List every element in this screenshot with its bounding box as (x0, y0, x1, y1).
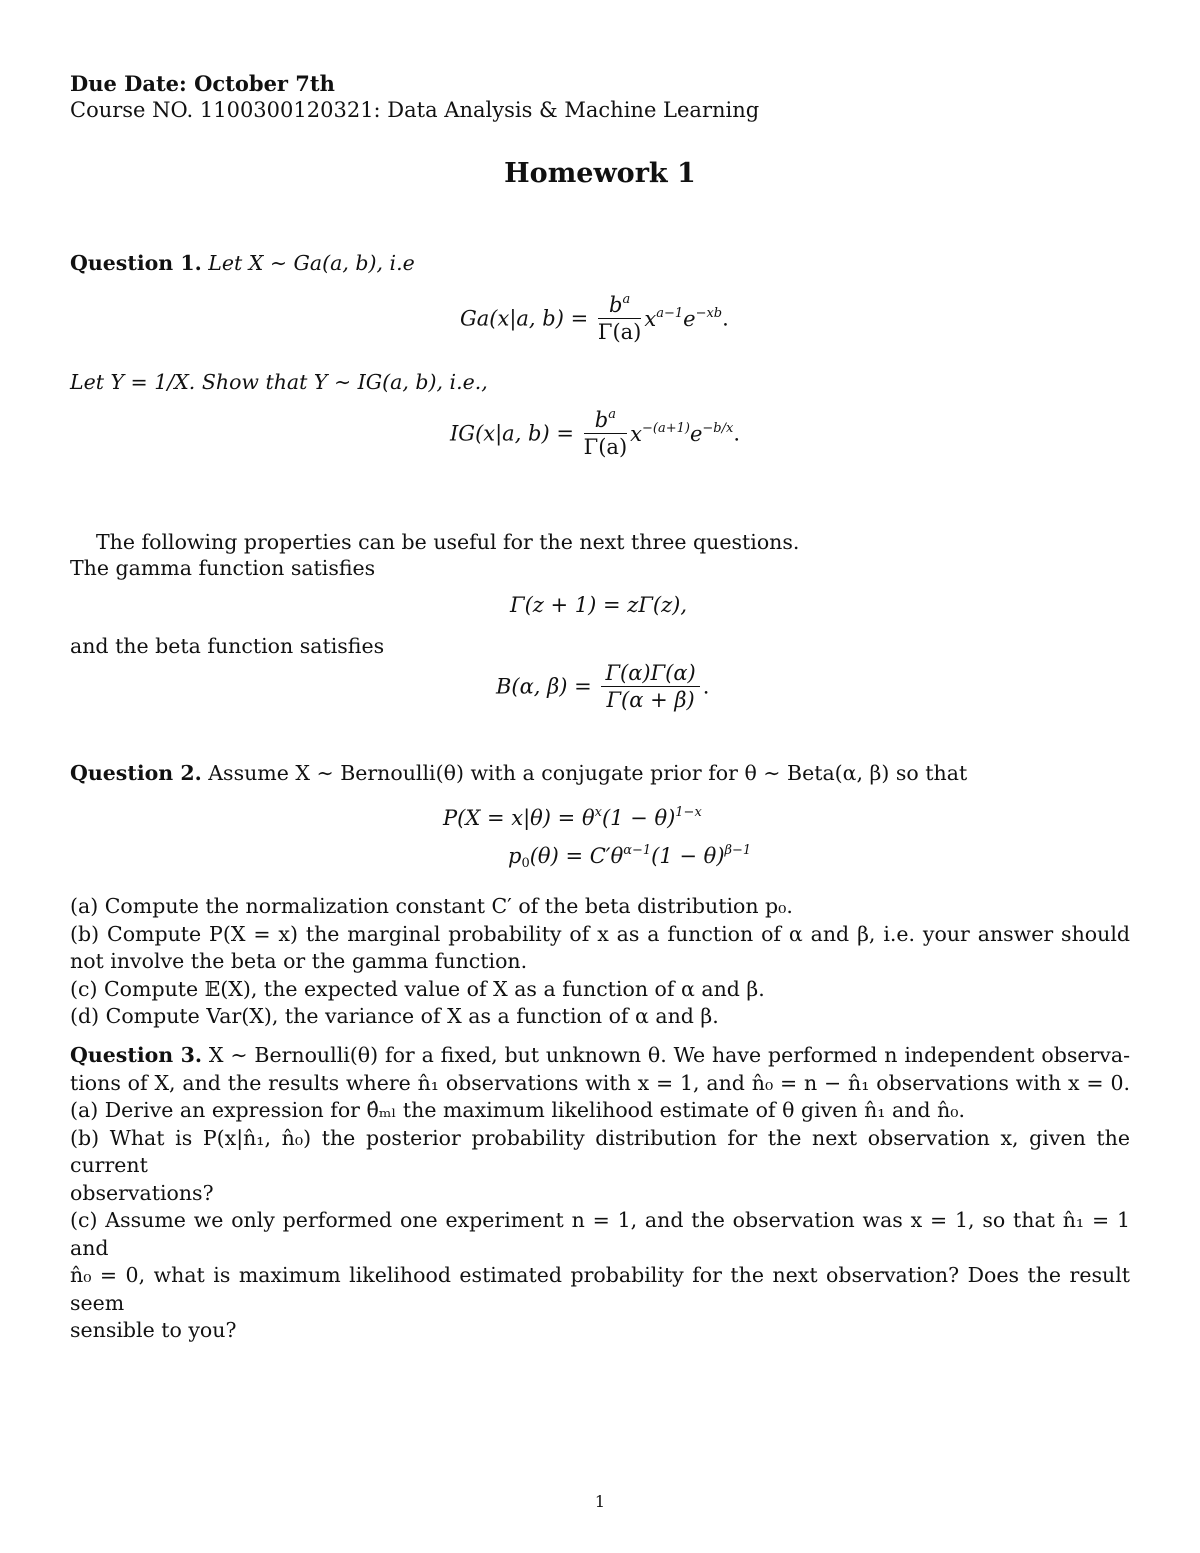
q1-eq1-fraction (597, 292, 642, 344)
q1-eq1-num-sup: a (622, 292, 631, 307)
q2-eq1-theta: θ (581, 806, 595, 830)
q2-eq2-paren: (1 − θ) (651, 844, 725, 868)
q1-eq1-e: e (683, 306, 696, 331)
q2-part-c: (c) Compute 𝔼(X), the expected value of X as a function of α and β. (70, 976, 765, 1001)
q2-intro-line (70, 763, 967, 784)
q1-eq2-lhs: IG(x|a, b) = (450, 421, 574, 446)
q2-part-d: (d) Compute Var(X), the variance of X as a function of α and β. (70, 1004, 719, 1028)
q1-intro-line (70, 253, 415, 274)
q1-eq2-fraction (583, 407, 628, 459)
q1-label: Question 1. (70, 251, 202, 275)
q2-part-a: (a) Compute the normalization constant C′ of the beta distribution p₀. (70, 894, 793, 918)
q3-part-c-line2: n̂₀ = 0, what is maximum likelihood estimated probability for the next observation? Does the result seem (70, 1263, 1130, 1315)
props-gamma-text: The gamma function satisfies (70, 556, 376, 580)
q3-line2: tions of X, and the results where n̂₁ observations with x = 1, and n̂₀ = n − n̂₁ observations with x = 0. (70, 1070, 1130, 1095)
q2-eq2-ctheta-sup: α−1 (623, 843, 652, 858)
q1-eq2-e-sup: −b/x (702, 420, 734, 436)
q1-eq2-x: x (630, 421, 642, 446)
q2-part-b-line1: (b) Compute P(X = x) the marginal probability of x as a function of α and β, i.e. your answer should (70, 921, 1130, 946)
q2-eq1 (443, 805, 702, 830)
q1-eq1-x-sup: a−1 (656, 305, 684, 321)
q1-eq1-lhs: Ga(x|a, b) = (460, 306, 589, 331)
q2-label: Question 2. (70, 761, 202, 785)
q3-part-a: (a) Derive an expression for θ̂ₘₗ the maximum likelihood estimate of θ given n̂₁ and n̂₀. (70, 1098, 966, 1122)
q2-eq2 (508, 843, 752, 871)
q1-eq2-num-sup: a (608, 407, 616, 422)
q3-block (70, 1042, 1130, 1345)
q2-eq2-ctheta: C′θ (589, 844, 624, 868)
q2-eq2-paren-sup: β−1 (724, 843, 752, 858)
q2-eq2-p: p (508, 844, 522, 868)
props-beta-end: . (702, 674, 710, 699)
page-title: Homework 1 (504, 158, 696, 189)
q1-equation-ga (460, 292, 729, 344)
q3-part-b-line2: observations? (70, 1180, 214, 1205)
q3-part-c-line1: (c) Assume we only performed one experiment n = 1, and the observation was x = 1, so that n̂₁ = 1 and (70, 1208, 1130, 1260)
q1-eq2-den: Γ(a) (583, 435, 628, 459)
props-beta-num: Γ(α)Γ(α) (601, 663, 699, 687)
props-beta-eq (496, 663, 709, 711)
q2-part-b-line2: not involve the beta or the gamma function. (70, 949, 528, 973)
q2-eq1-paren-sup: 1−x (675, 805, 702, 820)
q2-eq1-lhs: P(X = x|θ) = (443, 806, 576, 830)
q2-eq1-theta-sup: x (594, 805, 602, 820)
q2-parts (70, 893, 1130, 1031)
q1-eq1-x: x (644, 306, 657, 331)
q1-eq1-e-sup: −xb (695, 305, 723, 321)
q1-eq2-end: . (733, 421, 740, 446)
q1-eq1-num: b (609, 293, 623, 317)
q3-part-c-line3: sensible to you? (70, 1318, 237, 1342)
q3-label: Question 3. (70, 1043, 203, 1067)
q2-eq1-paren: (1 − θ) (601, 806, 676, 830)
q3-line1-text: X ∼ Bernoulli(θ) for a fixed, but unknown θ. We have performed n independent observa- (208, 1043, 1130, 1067)
q3-line1 (70, 1042, 1130, 1070)
q1-text2: Let Y = 1/X. Show that Y ∼ IG(a, b), i.e., (70, 370, 488, 394)
props-beta-den: Γ(α + β) (606, 688, 695, 712)
props-gamma-eq: Γ(z + 1) = zΓ(z), (510, 593, 688, 617)
q1-intro: Let X ∼ Ga(a, b), i.e (208, 251, 415, 275)
q1-eq1-end: . (722, 306, 729, 331)
props-intro: The following properties can be useful for the next three questions. (96, 530, 800, 554)
props-beta-text: and the beta function satisfies (70, 634, 385, 658)
due-date: Due Date: October 7th (70, 71, 335, 96)
q2-eq2-lhs-rest: (θ) = (529, 844, 584, 868)
q1-eq1-den: Γ(a) (597, 320, 642, 344)
q3-part-b-line1: (b) What is P(x|n̂₁, n̂₀) the posterior probability distribution for the next observation x, given the current (70, 1125, 1130, 1177)
page-number: 1 (594, 1492, 606, 1511)
course-line: Course NO. 1100300120321: Data Analysis & Machine Learning (70, 98, 760, 122)
props-beta-lhs: B(α, β) = (496, 674, 592, 699)
q1-eq2-e: e (689, 421, 703, 446)
q1-eq2-x-sup: −(a+1) (641, 420, 690, 436)
q2-eq2-p-sub: 0 (521, 856, 530, 871)
q2-intro: Assume X ∼ Bernoulli(θ) with a conjugate prior for θ ∼ Beta(α, β) so that (208, 761, 968, 785)
props-beta-fraction (601, 663, 699, 711)
q1-equation-ig (450, 407, 740, 459)
q1-eq2-num: b (594, 408, 609, 432)
